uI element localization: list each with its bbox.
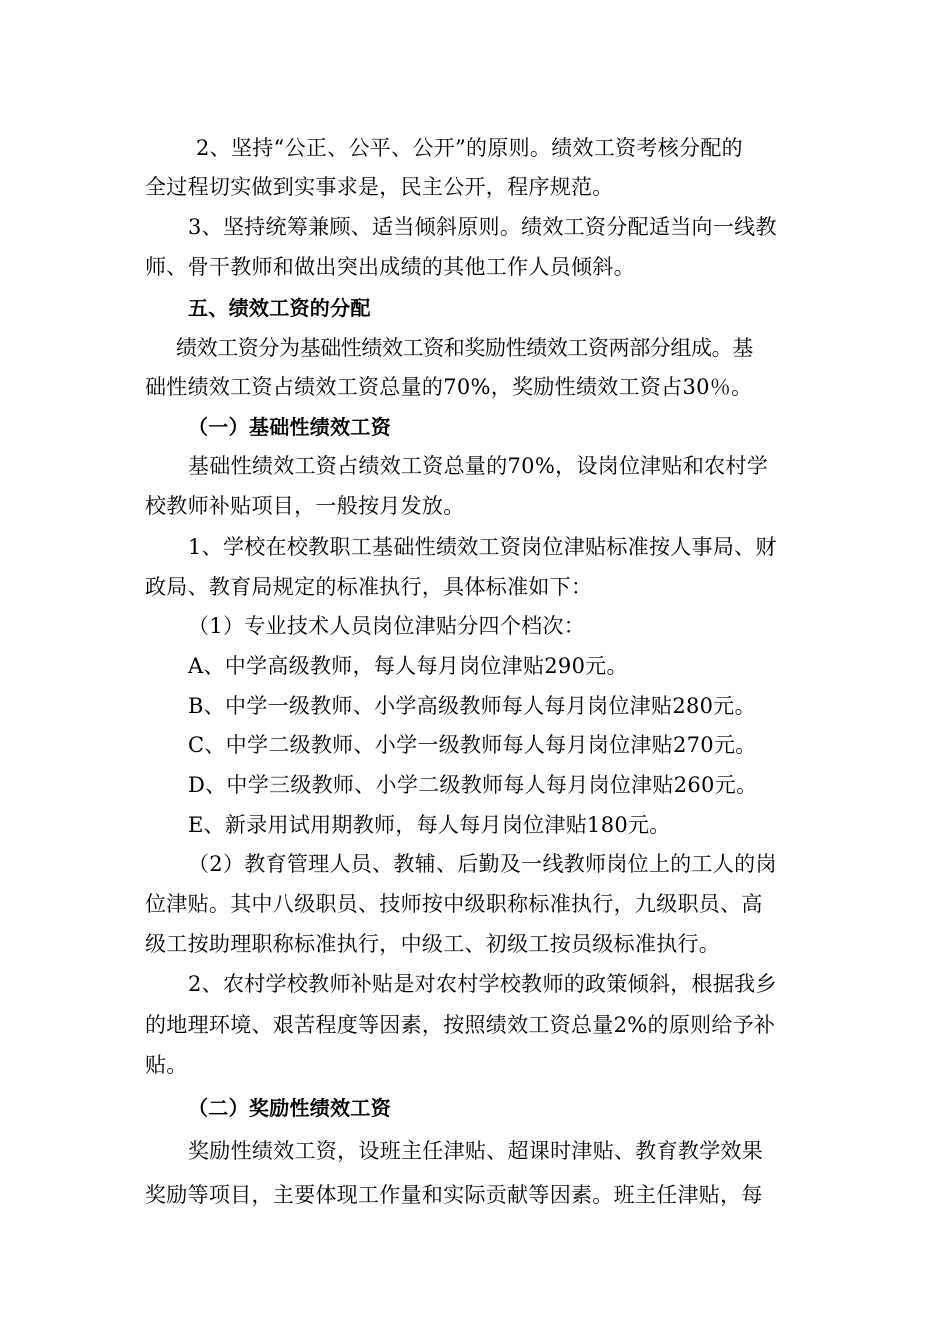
paragraph-line: 的地理环境、艰苦程度等因素，按照绩效工资总量2%的原则给予补 <box>145 1013 776 1037</box>
paragraph-line: 校教师补贴项目，一般按月发放。 <box>145 494 465 518</box>
paragraph-line: 3、坚持统筹兼顾、适当倾斜原则。绩效工资分配适当向一线教 <box>188 215 777 239</box>
paragraph-line: 级工按助理职称标准执行，中级工、初级工按员级标准执行。 <box>145 932 721 956</box>
subsection-heading: （二）奖励性绩效工资 <box>188 1096 391 1120</box>
paragraph-line: （1）专业技术人员岗位津贴分四个档次： <box>188 614 586 638</box>
paragraph-line: 全过程切实做到实事求是，民主公开，程序规范。 <box>145 175 614 199</box>
paragraph-line: 绩效工资分为基础性绩效工资和奖励性绩效工资两部分组成。基 <box>176 336 753 360</box>
paragraph-line: 位津贴。其中八级职员、技师按中级职称标准执行，九级职员、高 <box>145 892 763 916</box>
paragraph-line: 基础性绩效工资占绩效工资总量的70%，设岗位津贴和农村学 <box>188 454 769 478</box>
list-item: A、中学高级教师，每人每月岗位津贴290元。 <box>188 654 628 678</box>
section-heading: 五、绩效工资的分配 <box>188 296 371 320</box>
paragraph-line: （2）教育管理人员、教辅、后勤及一线教师岗位上的工人的岗 <box>188 852 777 876</box>
subsection-heading: （一）基础性绩效工资 <box>188 415 391 439</box>
paragraph-line: 贴。 <box>145 1053 188 1077</box>
paragraph-line: 政局、教育局规定的标准执行，具体标准如下： <box>145 575 593 599</box>
paragraph-line: 础性绩效工资占绩效工资总量的70%，奖励性绩效工资占30％。 <box>145 375 753 399</box>
list-item: E、新录用试用期教师，每人每月岗位津贴180元。 <box>188 813 671 837</box>
paragraph-line: 2、坚持“公正、公平、公开”的原则。绩效工资考核分配的 <box>196 136 743 160</box>
list-item: B、中学一级教师、小学高级教师每人每月岗位津贴280元。 <box>188 694 756 718</box>
paragraph-line: 奖励等项目，主要体现工作量和实际贡献等因素。班主任津贴，每 <box>145 1183 763 1207</box>
paragraph-line: 1、学校在校教职工基础性绩效工资岗位津贴标准按人事局、财 <box>188 535 777 559</box>
paragraph-line: 奖励性绩效工资，设班主任津贴、超课时津贴、教育教学效果 <box>188 1139 764 1163</box>
list-item: D、中学三级教师、小学二级教师每人每月岗位津贴260元。 <box>188 773 758 797</box>
list-item: C、中学二级教师、小学一级教师每人每月岗位津贴270元。 <box>188 733 757 757</box>
paragraph-line: 师、骨干教师和做出突出成绩的其他工作人员倾斜。 <box>145 255 635 279</box>
paragraph-line: 2、农村学校教师补贴是对农村学校教师的政策倾斜，根据我乡 <box>188 972 777 996</box>
